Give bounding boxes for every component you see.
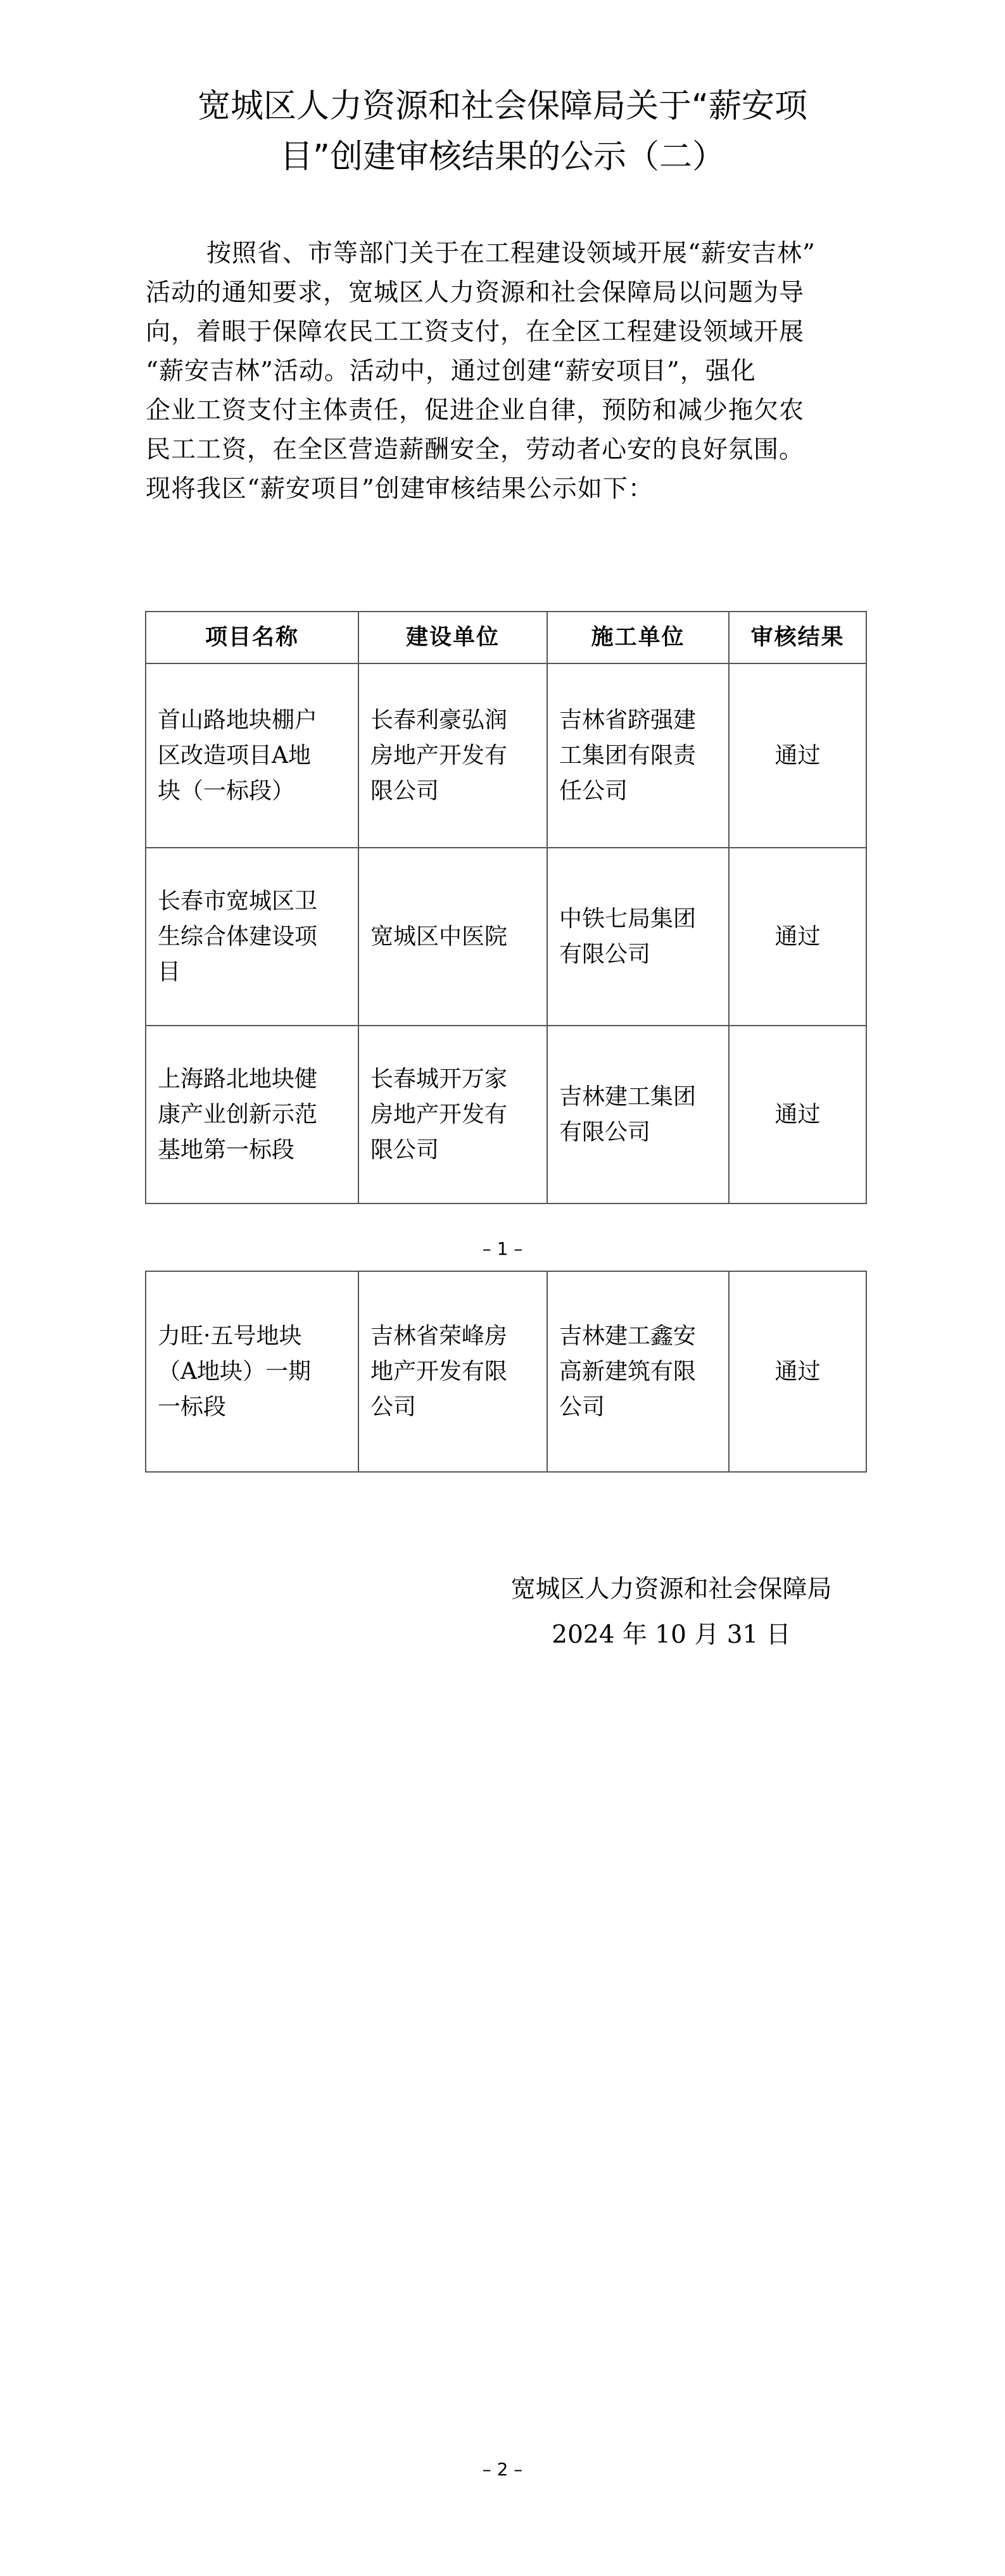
cell-developer: [358, 848, 547, 1026]
cell-result: 通过: [729, 848, 866, 1026]
cell-line: 公司: [559, 1393, 605, 1420]
cell-contractor: [547, 663, 729, 848]
table-body: [146, 663, 866, 1203]
header-project-name: 项目名称: [146, 612, 358, 663]
page-number-1: – 1 –: [482, 1238, 523, 1259]
cell-project-name: [146, 848, 358, 1026]
cell-developer: [358, 1271, 547, 1472]
cell-result: 通过: [729, 1271, 866, 1472]
results-table-page-2: [145, 1271, 867, 1473]
cell-project-name: [146, 663, 358, 848]
cell-line: 目: [158, 958, 181, 985]
page-title: [127, 81, 878, 182]
results-table-page-1: [145, 611, 867, 1204]
cell-line: 房地产开发有: [370, 742, 508, 769]
cell-line: 任公司: [559, 777, 628, 804]
cell-line: （A地块）一期: [158, 1358, 311, 1385]
cell-line: 有限公司: [559, 1119, 651, 1145]
cell-line: 中铁七局集团: [559, 905, 697, 932]
table-header-row: [146, 612, 866, 663]
cell-line: 长春市宽城区卫: [158, 888, 318, 914]
header-result: 审核结果: [729, 612, 866, 663]
cell-line: 地产开发有限: [370, 1358, 508, 1385]
header-developer: 建设单位: [358, 612, 547, 663]
cell-line: 吉林建工鑫安: [559, 1323, 697, 1349]
cell-line: 有限公司: [559, 941, 651, 967]
cell-line: 长春利豪弘润: [370, 707, 508, 733]
signature-date: 2024 年 10 月 31 日: [552, 1621, 791, 1649]
title-line-2: 目”创建审核结果的公示（二）: [280, 138, 725, 176]
cell-line: 首山路地块棚户: [158, 707, 318, 733]
cell-result: 通过: [729, 1026, 866, 1203]
cell-contractor: [547, 1271, 729, 1472]
body-line: 向，着眼于保障农民工工资支付，在全区工程建设领域开展: [146, 318, 805, 346]
cell-project-name: [146, 1026, 358, 1203]
table-body: [146, 1271, 866, 1472]
body-paragraph: [146, 234, 871, 509]
table-row: [146, 1026, 866, 1203]
body-line: 民工工资，在全区营造薪酬安全，劳动者心安的良好氛围。: [146, 436, 805, 464]
cell-line: 公司: [370, 1393, 417, 1420]
body-line: “薪安吉林”活动。活动中，通过创建“薪安项目”，强化: [146, 357, 756, 386]
cell-line: 房地产开发有: [370, 1101, 508, 1128]
table-row: [146, 848, 866, 1026]
body-line: 按照省、市等部门关于在工程建设领域开展“薪安吉林”: [206, 239, 816, 268]
cell-contractor: [547, 1026, 729, 1203]
cell-line: 基地第一标段: [158, 1136, 295, 1163]
cell-line: 吉林省荣峰房: [370, 1323, 508, 1349]
cell-line: 上海路北地块健: [158, 1065, 318, 1092]
body-line: 活动的通知要求，宽城区人力资源和社会保障局以问题为导: [146, 279, 805, 307]
cell-line: 吉林省跻强建: [559, 707, 697, 733]
header-contractor: 施工单位: [547, 612, 729, 663]
cell-line: 生综合体建设项: [158, 923, 318, 950]
cell-line: 吉林建工集团: [559, 1083, 697, 1110]
cell-line: 工集团有限责: [559, 742, 697, 769]
signature-organization: 宽城区人力资源和社会保障局: [510, 1575, 832, 1604]
cell-line: 限公司: [370, 777, 439, 804]
cell-line: 力旺·五号地块: [158, 1323, 302, 1349]
cell-contractor: [547, 848, 729, 1026]
cell-line: 长春城开万家: [370, 1065, 508, 1092]
cell-result: 通过: [729, 663, 866, 848]
body-line: 企业工资支付主体责任，促进企业自律，预防和减少拖欠农: [146, 396, 805, 425]
table-row: [146, 663, 866, 848]
cell-line: 块（一标段）: [158, 777, 295, 804]
cell-line: 限公司: [370, 1136, 439, 1163]
cell-developer: [358, 663, 547, 848]
cell-project-name: [146, 1271, 358, 1472]
cell-developer: [358, 1026, 547, 1203]
cell-line: 一标段: [158, 1393, 227, 1420]
page-number-2: – 2 –: [482, 2459, 523, 2480]
cell-line: 康产业创新示范: [158, 1101, 318, 1128]
body-line: 现将我区“薪安项目”创建审核结果公示如下：: [146, 475, 654, 503]
cell-line: 高新建筑有限: [559, 1358, 697, 1385]
signature-block: [481, 1567, 861, 1658]
title-line-1: 宽城区人力资源和社会保障局关于“薪安项: [198, 87, 807, 125]
cell-line: 区改造项目A地: [158, 742, 311, 769]
table-row: [146, 1271, 866, 1472]
cell-line: 宽城区中医院: [370, 923, 508, 950]
